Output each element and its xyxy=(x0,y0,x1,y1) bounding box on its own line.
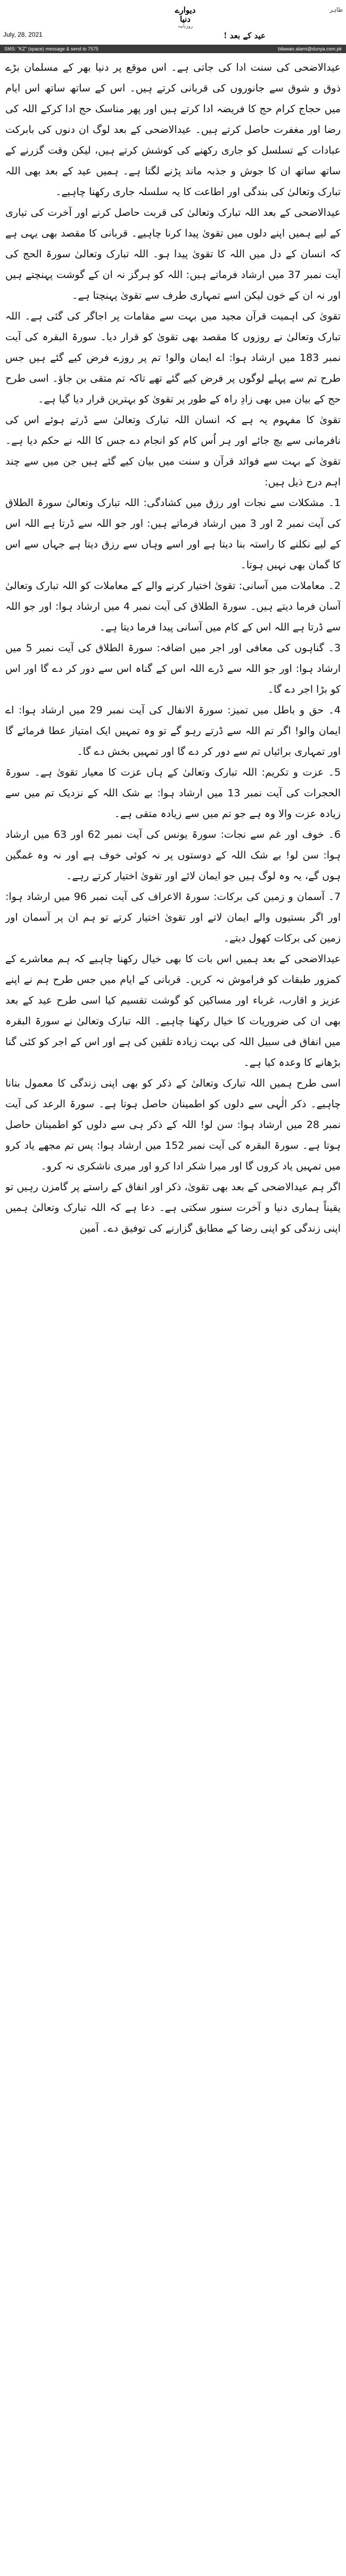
contact-banner xyxy=(0,45,346,53)
paragraph: اسی طرح ہمیں اللہ تبارک وتعالیٰ کے ذکر کو بھی اپنی زندگی کا معمول بنانا چاہیے۔ ذکر الٰہی سے دلوں کو اطمینان حاصل ہوتا ہے۔ سورۃ الرعد کی آیت نمبر 28 میں ارشاد ہوا: سن لو! اللہ کے ذکر ہی سے دلوں کو اطمینان حاصل ہوتا ہے۔ سورۃ البقرہ کی آیت نمبر 152 میں ارشاد ہوا: پس تم مجھے یاد کرو میں تمہیں یاد کروں گا اور میرا شکر ادا کرو اور میری ناشکری نہ کرو۔ xyxy=(5,1077,341,1172)
paragraph: عیدالاضحی کی سنت ادا کی جاتی ہے۔ اس موقع پر دنیا بھر کے مسلمان بڑے ذوق و شوق سے جانوروں کی قربانی کرتے ہیں۔ اس کے ساتھ ساتھ اس ایام میں حجاج کرام حج کا فریضہ ادا کرتے ہیں اور پھر مناسک حج ادا کرکے اللہ کی رضا اور مغفرت حاصل کرتے ہیں۔ عیدالاضحی کے بعد لوگ ان دنوں کی بابرکت عبادات کے تسلسل کو جاری رکھنے کی کوشش کرتے ہیں، لیکن وقت گزرنے کے ساتھ ساتھ ان کا جوش و جذبہ ماند پڑنے لگتا ہے۔ ہمیں عید کے بعد بھی اللہ تبارک وتعالیٰ کی بندگی اور اطاعت کا یہ سلسلہ جاری رکھنا چاہیے۔ xyxy=(5,62,341,198)
paragraph: عیدالاضحی کے بعد ہمیں اس بات کا بھی خیال رکھنا چاہیے کہ ہم معاشرے کے کمزور طبقات کو فراموش نہ کریں۔ قربانی کے ایام میں جس طرح ہم نے اپنے عزیز و اقارب، غرباء اور مساکین کو گوشت تقسیم کیا اسی طرح عید کے بعد بھی ان کی ضروریات کا خیال رکھنا چاہیے۔ اللہ تبارک وتعالیٰ نے سورۃ البقرہ میں انفاق فی سبیل اللہ کی بہت زیادہ تلقین کی ہے اور اس کے اجر کو کئی گنا بڑھانے کا وعدہ کیا ہے۔ xyxy=(5,953,341,1068)
email-info: bilawan.alami@dunya.com.pk xyxy=(278,46,342,52)
paragraph: 2۔ معاملات میں آسانی: تقویٰ اختیار کرنے والے کے معاملات کو اللہ تبارک وتعالیٰ آسان فرما دیتے ہیں۔ سورۃ الطلاق کی آیت نمبر 4 میں ارشاد ہوا: اور جو اللہ سے ڈرتا ہے اللہ اس کے کام میں آسانی پیدا فرما دیتا ہے۔ xyxy=(5,580,341,633)
paragraph: اگر ہم عیدالاضحی کے بعد بھی تقویٰ، ذکر اور انفاق کے راستے پر گامزن رہیں تو یقیناً ہماری دنیا و آخرت سنور سکتی ہے۔ دعا ہے کہ اللہ تبارک وتعالیٰ ہمیں اپنی زندگی کو اپنی رضا کے مطابق گزارنے کی توفیق دے۔ آمین xyxy=(5,1181,341,1234)
paragraph: 6۔ خوف اور غم سے نجات: سورۃ یونس کی آیت نمبر 62 اور 63 میں ارشاد ہوا: سن لو! بے شک اللہ کے دوستوں پر نہ کوئی خوف ہے اور نہ وہ غمگین ہوں گے، یہ وہ لوگ ہیں جو ایمان لائے اور تقویٰ اختیار کرتے رہے۔ xyxy=(5,829,341,882)
logo-line-1: دیوارے xyxy=(175,5,196,15)
paragraph: 4۔ حق و باطل میں تمیز: سورۃ الانفال کی آیت نمبر 29 میں ارشاد ہوا: اے ایمان والو! اگر تم اللہ سے ڈرتے رہو گے تو وہ تمہیں ایک امتیاز عطا فرمائے گا اور تمہاری برائیاں تم سے دور کر دے گا اور تمہیں بخش دے گا۔ xyxy=(5,704,341,757)
newspaper-logo xyxy=(160,2,211,33)
paragraph: 5۔ عزت و تکریم: اللہ تبارک وتعالیٰ کے ہاں عزت کا معیار تقویٰ ہے۔ سورۃ الحجرات کی آیت نمبر 13 میں ارشاد ہوا: بے شک اللہ کے نزدیک تم میں سے زیادہ عزت والا وہ ہے جو تم میں سے زیادہ متقی ہے۔ xyxy=(5,767,341,820)
author-byline: طاہر xyxy=(329,6,343,13)
paragraph: 7۔ آسمان و زمین کی برکات: سورۃ الاعراف کی آیت نمبر 96 میں ارشاد ہوا: اور اگر بستیوں والے ایمان لاتے اور تقویٰ اختیار کرتے تو ہم ان پر آسمان اور زمین کی برکات کھول دیتے۔ xyxy=(5,891,341,944)
logo-line-2: دنیا xyxy=(180,14,191,24)
paragraph: تقویٰ کا مفہوم یہ ہے کہ انسان اللہ تبارک وتعالیٰ سے ڈرتے ہوئے اس کی نافرمانی سے بچ جائے اور ہر اُس کام کو انجام دے جس کا اللہ نے حکم دیا ہے۔ تقویٰ کے بہت سے فوائد قرآن و سنت میں بیان کیے گئے ہیں جن میں سے چند اہم درج ذیل ہیں: xyxy=(5,414,341,488)
logo-subtitle: روزنامہ xyxy=(177,24,193,29)
paragraph: عیدالاضحی کے بعد اللہ تبارک وتعالیٰ کی قربت حاصل کرنے اور آخرت کی تیاری کے لیے ہمیں اپنے دلوں میں تقویٰ پیدا کرنا چاہیے۔ قربانی کا مقصد بھی یہی ہے کہ انسان کے دل میں اللہ کا تقویٰ پیدا ہو۔ اللہ تبارک وتعالیٰ سورۃ الحج کی آیت نمبر 37 میں ارشاد فرماتے ہیں: اللہ کو ہرگز نہ ان کے گوشت پہنچتے ہیں اور نہ ان کے خون لیکن اسے تمہاری طرف سے تقویٰ پہنچتا ہے۔ xyxy=(5,207,341,301)
sms-info: SMS: "KZ" (space) message & send to 7575 xyxy=(4,46,98,52)
publish-date: July, 28, 2021 xyxy=(3,31,43,38)
column-title: عید کے بعد ! xyxy=(224,31,266,40)
article-body xyxy=(5,57,341,2571)
paragraph: 3۔ گناہوں کی معافی اور اجر میں اضافہ: سورۃ الطلاق کی آیت نمبر 5 میں ارشاد ہوا: اور جو اللہ سے ڈرے اللہ اس کے گناہ اس سے دور کر دے گا اور اس کو بڑا اجر دے گا۔ xyxy=(5,642,341,695)
paragraph: تقویٰ کی اہمیت قرآن مجید میں بہت سے مقامات پر اجاگر کی گئی ہے۔ اللہ تبارک وتعالیٰ نے روزوں کا مقصد بھی تقویٰ کو قرار دیا۔ سورۃ البقرہ کی آیت نمبر 183 میں ارشاد ہوا: اے ایمان والو! تم پر روزے فرض کیے گئے ہیں جس طرح تم سے پہلے لوگوں پر فرض کیے گئے تھے تاکہ تم متقی بن جاؤ۔ اسی طرح حج کے بیان میں بھی زادِ راہ کے طور پر تقویٰ کو بہترین قرار دیا گیا ہے۔ xyxy=(5,310,341,405)
masthead xyxy=(0,0,346,48)
paragraph: 1۔ مشکلات سے نجات اور رزق میں کشادگی: اللہ تبارک وتعالیٰ سورۃ الطلاق کی آیت نمبر 2 اور 3 میں ارشاد فرماتے ہیں: اور جو اللہ سے ڈرتا ہے اللہ اس کے لیے نکلنے کا راستہ بنا دیتا ہے اور اسے وہاں سے رزق دیتا ہے جہاں سے اس کا گمان بھی نہیں ہوتا۔ xyxy=(5,497,341,571)
